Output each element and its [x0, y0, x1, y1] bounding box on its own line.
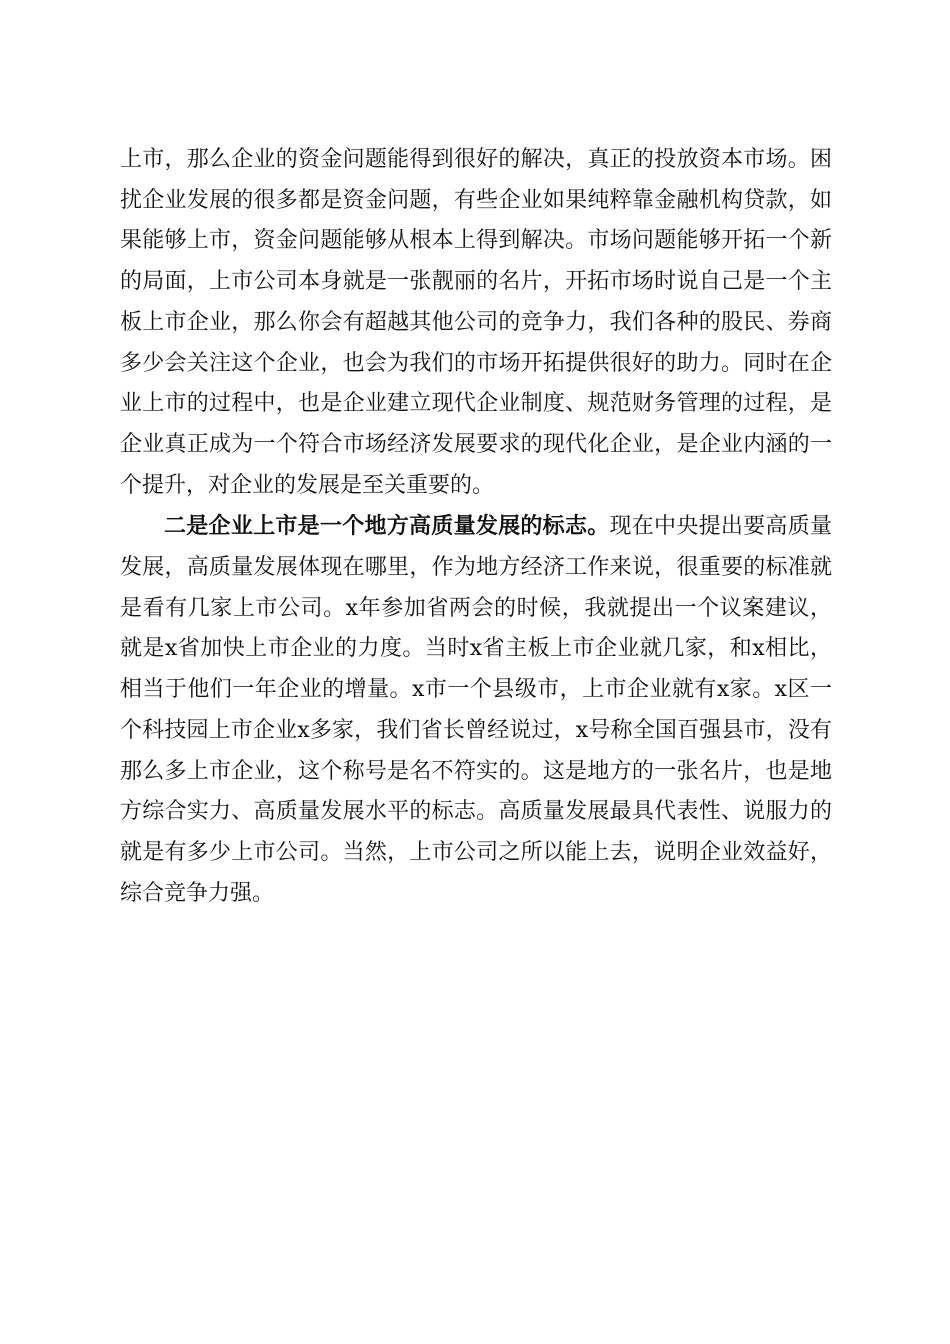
paragraph-regional-development — [120, 506, 832, 914]
paragraph-text: 现在中央提出要高质量发展，高质量发展体现在哪里，作为地方经济工作来说，很重要的标准就是看有几家上市公司。x年参加省两会的时候，我就提出一个议案建议，就是x省加快上市企业的力度。当时x省主板上市企业就几家，和x相比，相当于他们一年企业的增量。x市一个县级市，上市企业就有x家。x区一个科技园上市企业x多家，我们省长曾经说过，x号称全国百强县市，没有那么多上市企业，这个称号是名不符实的。这是地方的一张名片，也是地方综合实力、高质量发展水平的标志。高质量发展最具代表性、说服力的就是有多少上市公司。当然，上市公司之所以能上去，说明企业效益好，综合竞争力强。 — [120, 514, 832, 906]
paragraph-lead-heading: 二是企业上市是一个地方高质量发展的标志。 — [164, 513, 610, 540]
paragraph-capital-benefits — [120, 140, 832, 506]
paragraph-text: 上市，那么企业的资金问题能得到很好的解决，真正的投放资本市场。困扰企业发展的很多都是资金问题，有些企业如果纯粹靠金融机构贷款，如果能够上市，资金问题能够从根本上得到解决。市场问题能够开拓一个新的局面，上市公司本身就是一张靓丽的名片，开拓市场时说自己是一个主板上市企业，那么你会有超越其他公司的竞争力，我们各种的股民、券商多少会关注这个企业，也会为我们的市场开拓提供很好的助力。同时在企业上市的过程中，也是企业建立现代企业制度、规范财务管理的过程，是企业真正成为一个符合市场经济发展要求的现代化企业，是企业内涵的一个提升，对企业的发展是至关重要的。 — [120, 147, 832, 498]
document-body — [120, 140, 832, 914]
